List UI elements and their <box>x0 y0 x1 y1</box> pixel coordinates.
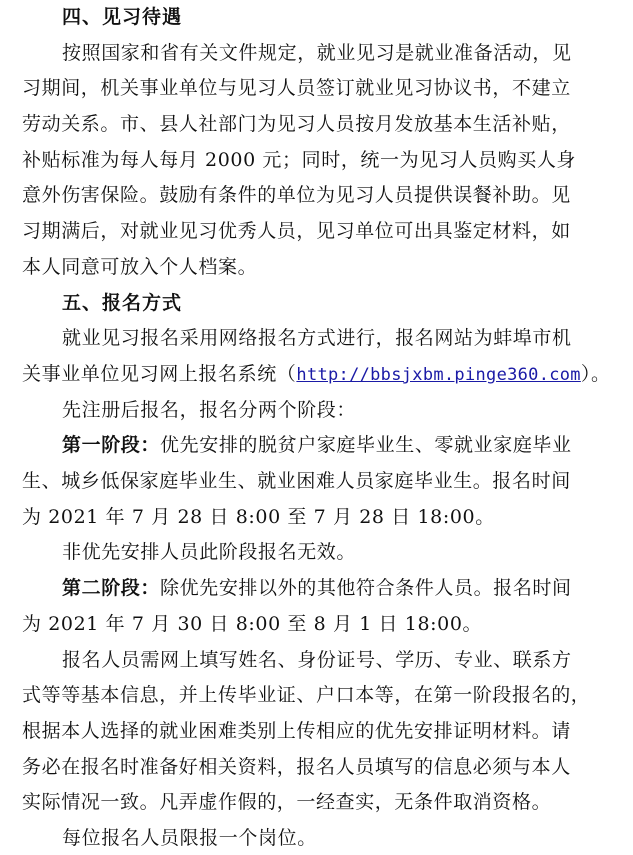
paragraph-line: 意外伤害保险。鼓励有条件的单位为见习人员提供误餐补助。见 <box>22 184 571 206</box>
stage2-line <box>62 575 633 601</box>
paragraph-line: 为 2021 年 7 月 30 日 8:00 至 8 月 1 日 18:00。 <box>22 613 483 635</box>
paragraph-line-with-link <box>22 361 633 387</box>
paragraph-line: 习期间，机关事业单位与见习人员签订就业见习协议书，不建立 <box>22 77 571 99</box>
paragraph-line: 按照国家和省有关文件规定，就业见习是就业准备活动，见 <box>62 42 572 64</box>
paragraph-line: 就业见习报名采用网络报名方式进行，报名网站为蚌埠市机 <box>62 327 572 349</box>
stage1-line <box>62 432 633 458</box>
paragraph-line: 本人同意可放入个人档案。 <box>22 256 258 278</box>
registration-url-link[interactable]: http://bbsjxbm.pinge360.com <box>296 365 581 385</box>
stage1-label: 第一阶段： <box>62 434 161 456</box>
paragraph-line: 务必在报名时准备好相关资料，报名人员填写的信息必须与本人 <box>22 756 571 778</box>
stage1-text: 优先安排的脱贫户家庭毕业生、零就业家庭毕业 <box>160 434 572 456</box>
link-prefix-text: 关事业单位见习网上报名系统（ <box>22 363 297 385</box>
paragraph-line: 为 2021 年 7 月 28 日 8:00 至 7 月 28 日 18:00。 <box>22 506 495 528</box>
paragraph-line-limit: 每位报名人员限报一个岗位。 <box>62 827 317 849</box>
paragraph-line: 补贴标准为每人每月 2000 元；同时，统一为见习人员购买人身 <box>22 149 577 171</box>
paragraph-line: 实际情况一致。凡弄虚作假的，一经查实，无条件取消资格。 <box>22 791 552 813</box>
paragraph-line: 劳动关系。市、县人社部门为见习人员按月发放基本生活补贴， <box>22 113 571 135</box>
section-heading-treatment: 四、见习待遇 <box>62 6 183 28</box>
section-heading-registration: 五、报名方式 <box>62 292 183 314</box>
paragraph-line: 根据本人选择的就业困难类别上传相应的优先安排证明材料。请 <box>22 720 571 742</box>
link-suffix-text: ）。 <box>580 363 611 385</box>
paragraph-line: 生、城乡低保家庭毕业生、就业困难人员家庭毕业生。报名时间 <box>22 470 571 492</box>
paragraph-line: 非优先安排人员此阶段报名无效。 <box>62 541 357 563</box>
stage2-label: 第二阶段： <box>62 577 161 599</box>
stage2-text: 除优先安排以外的其他符合条件人员。报名时间 <box>160 577 572 599</box>
paragraph-line: 先注册后报名，报名分两个阶段： <box>62 399 357 421</box>
paragraph-line: 报名人员需网上填写姓名、身份证号、学历、专业、联系方 <box>62 649 572 671</box>
paragraph-line: 式等等基本信息，并上传毕业证、户口本等，在第一阶段报名的， <box>22 684 591 706</box>
paragraph-line: 习期满后，对就业见习优秀人员，见习单位可出具鉴定材料，如 <box>22 220 571 242</box>
